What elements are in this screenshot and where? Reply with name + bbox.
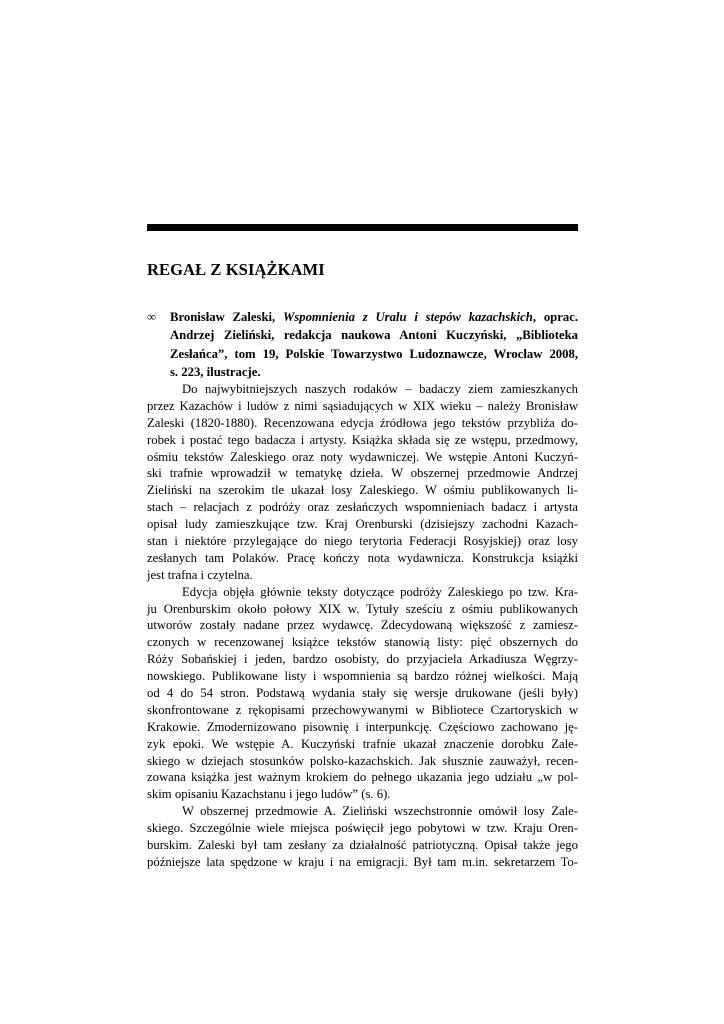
body-line: zyk epoki. We wstępie A. Kuczyński trafnie ukazał znaczenie dorobku Zale-: [147, 736, 578, 751]
bibliography-line-3: Zesłańca”, tom 19, Polskie Towarzystwo Ludoznawcze, Wrocław 2008,: [170, 346, 578, 361]
body-line: Róży Sobańskiej i jeden, bardzo osobisty, do przyjaciela Arkadiusza Węgrzy-: [147, 652, 578, 667]
body-line: utworów zostały nadane przez wydawcę. Zdecydowaną większość z zamiesz-: [147, 618, 578, 633]
body-line: Edycja objęła głównie teksty dotyczące podróży Zaleskiego po tzw. Kra-: [182, 584, 578, 599]
body-line: Krakowie. Zmodernizowano pisownię i interpunkcję. Częściowo zachowano ję-: [147, 719, 578, 734]
body-line: stan i niektóre przylegające do niego terytoria Federacji Rosyjskiej) oraz losy: [147, 534, 578, 549]
body-line: Do najwybitniejszych naszych rodaków – badaczy ziem zamieszkanych: [182, 382, 578, 396]
body-line: przez Kazachów i ludów z nimi sąsiadujących w XIX wieku – należy Bronisław: [147, 398, 578, 413]
bibliography-entry: [147, 308, 578, 382]
section-title: REGAŁ Z KSIĄŻKAMI: [147, 260, 325, 279]
body-line: późniejsze lata spędzone w kraju i na emigracji. Był tam m.in. sekretarzem To-: [147, 854, 578, 869]
bibliography-line-1: [170, 308, 578, 326]
body-line: W obszernej przedmowie A. Zieliński wszechstronnie omówił losy Zale-: [182, 804, 578, 819]
body-line: skonfrontowane z rękopisami przechowywanymi w Bibliotece Czartoryskich w: [147, 702, 578, 717]
bibliography-line-2: Andrzej Zieliński, redakcja naukowa Antoni Kuczyński, „Biblioteka: [170, 328, 578, 343]
body-line: ju Orenburskim około połowy XIX w. Tytuły sześciu z ośmiu publikowanych: [147, 601, 578, 616]
body-line: skim opisaniu Kazachstanu i jego ludów” (s. 6).: [147, 787, 391, 802]
body-line: od 4 do 54 stron. Podstawą wydania stały się wersje drukowane (jeśli były): [147, 686, 578, 701]
review-body: [147, 381, 578, 871]
header-rule: [147, 224, 578, 231]
body-line: stach – relacjach z podróży oraz zesłańczych wspomnieniach badacz i artysta: [147, 500, 578, 515]
body-line: nowskiego. Publikowane listy i wspomnienia są bardzo różnej wielkości. Mają: [147, 669, 578, 684]
bibliography-line-4: s. 223, ilustracje.: [170, 365, 261, 380]
body-line: Zaleski (1820-1880). Recenzowana edycja źródłowa jego tekstów przybliża do-: [147, 415, 578, 430]
body-line: robek i postać tego badacza i artysty. Książka składa się ze wstępu, przedmowy,: [147, 432, 578, 447]
body-line: zowana książka jest ważnym krokiem do pełnego ukazania jego udziału „w pol-: [147, 770, 578, 785]
bibliography-line-1-tail: , oprac.: [532, 310, 578, 324]
body-line: burskim. Zaleski był tam zesłany za działalność patriotyczną. Opisał także jego: [147, 838, 578, 853]
body-line: czonych w recenzowanej książce tekstów stanowią listy: pięć obszernych do: [147, 635, 578, 650]
infinity-symbol-icon: ∞: [147, 310, 157, 324]
body-line: zesłanych tam Polaków. Pracę kończy nota wydawnicza. Konstrukcja książki: [147, 550, 578, 565]
body-line: opisał ludy zamieszkujące tzw. Kraj Orenburski (dzisiejszy zachodni Kazach-: [147, 517, 578, 532]
bibliography-author: Bronisław Zaleski,: [170, 310, 284, 324]
body-line: Zieliński na szerokim tle ukazał losy Zaleskiego. W ośmiu publikowanych li-: [147, 483, 578, 498]
body-line: skiego w dziejach stosunków polsko-kazachskich. Jak słusznie zauważył, recen-: [147, 753, 578, 768]
body-line: jest trafna i czytelna.: [147, 567, 253, 582]
bibliography-book-title: Wspomnienia z Uralu i stepów kazachskich: [283, 310, 533, 324]
body-line: ski trafnie wprowadził w tematykę dzieła. W obszernej przedmowie Andrzej: [147, 466, 578, 481]
body-line: ośmiu tekstów Zaleskiego oraz noty wydawniczej. We wstępie Antoni Kuczyń-: [147, 449, 578, 464]
body-line: skiego. Szczególnie wiele miejsca poświęcił jego pobytowi w tzw. Kraju Oren-: [147, 821, 578, 836]
